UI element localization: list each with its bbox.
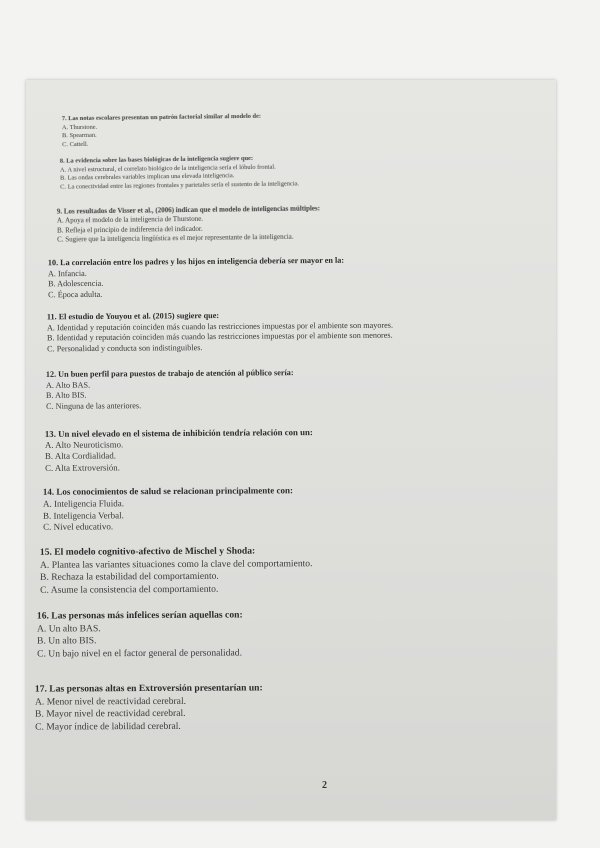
question-8 <box>60 154 299 192</box>
question-title: 16. Las personas más infelices serían aquellas con: <box>36 609 243 622</box>
question-title: 9. Los resultados de Visser et al., (2006) indican que el modelo de inteligencias múltiples: <box>56 204 321 216</box>
question-9 <box>57 204 321 245</box>
question-title: 8. La evidencia sobre las bases biológicas de la inteligencia sugiere que: <box>59 154 254 165</box>
question-10 <box>48 256 345 301</box>
option-a: A. Thurstone. <box>61 123 98 131</box>
question-7 <box>62 113 262 150</box>
question-17 <box>35 682 263 734</box>
question-11 <box>47 310 393 355</box>
question-title: 11. El estudio de Youyou et al. (2015) sugiere que: <box>46 311 220 322</box>
option-b: B. Inteligencia Verbal. <box>43 509 124 521</box>
question-list <box>26 80 556 820</box>
question-title: 15. El modelo cognitivo-afectivo de Mischel y Shoda: <box>39 545 256 558</box>
option-b: B. Alto BIS. <box>46 390 87 401</box>
option-a: A. Menor nivel de reactividad cerebral. <box>34 695 187 708</box>
option-a: A. A nivel estructural, el correlato biológico de la inteligencia sería el lóbulo frontal. <box>59 163 276 174</box>
option-c: C. Nivel educativo. <box>43 521 114 533</box>
option-b: B. Las ondas cerebrales variables implican una elevada inteligencia. <box>60 172 235 182</box>
option-c: C. Asume la consistencia del comportamiento. <box>40 583 219 596</box>
option-b: B. Un alto BIS. <box>37 635 97 647</box>
question-13 <box>45 427 313 474</box>
question-title: 14. Los conocimientos de salud se relacionan principalmente con: <box>42 485 294 497</box>
option-c: C. Sugiere que la inteligencia lingüística es el mejor representante de la inteligencia. <box>57 232 294 244</box>
option-a: A. Alto BAS. <box>45 380 91 390</box>
option-b: B. Identidad y reputación coinciden más cuando las restricciones impuestas por el ambiente son menores. <box>47 330 393 343</box>
option-c: C. La conectividad entre las regiones frontales y parietales sería el sustento de la inteligencia. <box>60 180 300 191</box>
option-b: B. Refleja el principio de indiferencia del indicador. <box>57 224 203 235</box>
option-a: A. Alto Neuroticismo. <box>44 439 124 451</box>
option-a: A. Un alto BAS. <box>36 622 101 635</box>
option-b: B. Alta Cordialidad. <box>45 450 116 462</box>
option-b: B. Mayor nivel de reactividad cerebral. <box>35 707 186 720</box>
question-16 <box>37 609 243 660</box>
question-15 <box>40 545 313 597</box>
exam-page <box>26 80 556 820</box>
option-a: A. Apoya el modelo de la inteligencia de Thurstone. <box>56 215 204 226</box>
question-title: 12. Un buen perfil para puestos de trabajo de atención al público sería: <box>45 368 294 379</box>
option-c: C. Ninguna de las anteriores. <box>46 400 142 411</box>
option-c: C. Mayor índice de labilidad cerebral. <box>35 720 181 733</box>
option-a: A. Infancia. <box>47 268 87 278</box>
option-c: C. Un bajo nivel en el factor general de personalidad. <box>37 647 242 660</box>
question-title: 10. La correlación entre los padres y los hijos en inteligencia debería ser mayor en la: <box>47 255 345 268</box>
question-title: 7. Las notas escolares presentan un patrón factorial similar al modelo de: <box>61 112 262 123</box>
question-14 <box>43 485 293 534</box>
page-number: 2 <box>322 780 327 791</box>
option-c: C. Época adulta. <box>48 289 103 300</box>
option-a: A. Identidad y reputación coinciden más cuando las restricciones impuestas por el ambiente son mayores. <box>46 320 394 332</box>
option-a: A. Inteligencia Fluida. <box>42 498 124 509</box>
option-c: C. Cattell. <box>62 140 89 148</box>
question-title: 17. Las personas altas en Extroversión presentarían un: <box>34 682 263 695</box>
option-b: B. Adolescencia. <box>48 278 104 289</box>
option-a: A. Plantea las variantes situaciones como la clave del comportamiento. <box>39 557 313 571</box>
option-b: B. Rechaza la estabilidad del comportamiento. <box>40 570 219 584</box>
question-title: 13. Un nivel elevado en el sistema de inhibición tendría relación con un: <box>44 427 313 439</box>
option-c: C. Personalidad y conducta son indistinguibles. <box>47 342 203 354</box>
question-12 <box>46 368 294 412</box>
option-c: C. Alta Extroversión. <box>45 462 120 473</box>
option-b: B. Spearman. <box>62 131 97 140</box>
